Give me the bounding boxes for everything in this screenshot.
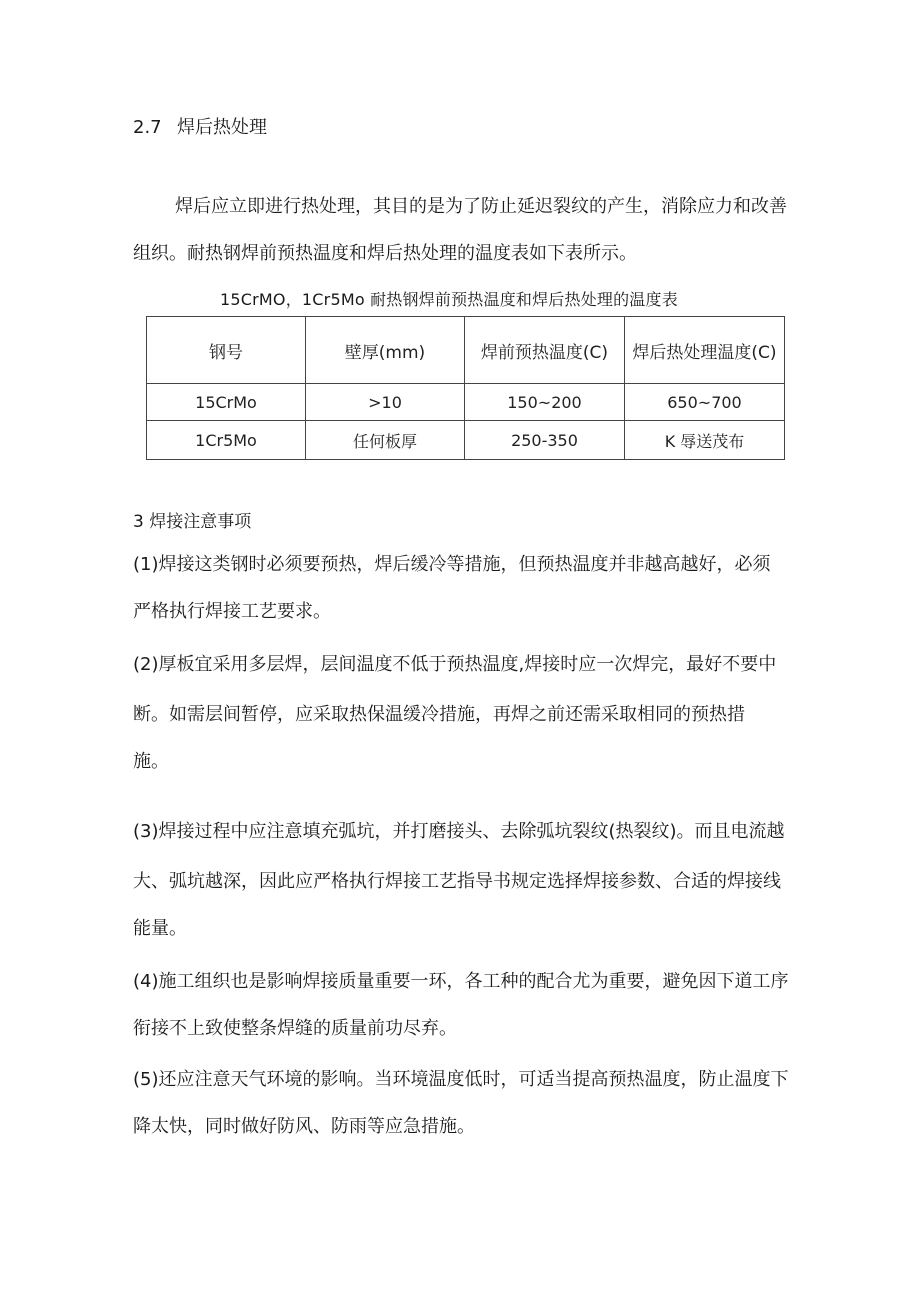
note-2-line-3: 施。	[133, 751, 169, 772]
intro-line-2: 组织。耐热钢焊前预热温度和焊后热处理的温度表如下表所示。	[133, 243, 637, 264]
section-number: 2.7	[133, 117, 162, 138]
note-5-line-1: (5)还应注意天气环境的影响。当环境温度低时，可适当提高预热温度，防止温度下	[133, 1069, 789, 1090]
header-wall-thickness: 壁厚(mm)	[306, 317, 465, 384]
note-3-line-2: 大、弧坑越深，因此应严格执行焊接工艺指导书规定选择焊接参数、合适的焊接线	[133, 871, 781, 892]
table-cell: K 辱送茂布	[625, 421, 785, 460]
note-2-line-1: (2)厚板宜采用多层焊，层间温度不低于预热温度,焊接时应一次焊完，最好不要中	[133, 654, 777, 675]
note-3-line-1: (3)焊接过程中应注意填充弧坑，并打磨接头、去除弧坑裂纹(热裂纹)。而且电流越	[133, 821, 785, 842]
section-heading	[133, 113, 267, 139]
header-pwht-temp: 焊后热处理温度(C)	[625, 317, 785, 384]
table-cell: >10	[306, 384, 465, 421]
note-3-line-3: 能量。	[133, 918, 187, 939]
note-4-line-2: 衔接不上致使整条焊缝的质量前功尽弃。	[133, 1018, 457, 1039]
table-cell: 650~700	[625, 384, 785, 421]
note-1-line-1: (1)焊接这类钢时必须要预热，焊后缓冷等措施，但预热温度并非越高越好，必须	[133, 554, 771, 575]
section-title: 焊后热处理	[177, 117, 267, 138]
intro-line-1: 焊后应立即进行热处理，其目的是为了防止延迟裂纹的产生，消除应力和改善	[175, 196, 787, 217]
note-1-line-2: 严格执行焊接工艺要求。	[133, 601, 331, 622]
table-cell: 1Cr5Mo	[147, 421, 306, 460]
table-row	[147, 384, 785, 421]
note-4-line-1: (4)施工组织也是影响焊接质量重要一环，各工种的配合尤为重要，避免因下道工序	[133, 971, 789, 992]
table-header-row	[147, 317, 785, 384]
table-row	[147, 421, 785, 460]
table-cell: 250-350	[465, 421, 625, 460]
table-cell: 任何板厚	[306, 421, 465, 460]
table-caption: 15CrMO，1Cr5Mo 耐热钢焊前预热温度和焊后热处理的温度表	[220, 290, 678, 309]
note-2-line-2: 断。如需层间暂停，应采取热保温缓冷措施，再焊之前还需采取相同的预热措	[133, 704, 745, 725]
header-preheat-temp: 焊前预热温度(C)	[465, 317, 625, 384]
temperature-table	[146, 316, 785, 460]
header-steel-grade: 钢号	[147, 317, 306, 384]
table-cell: 15CrMo	[147, 384, 306, 421]
note-5-line-2: 降太快，同时做好防风、防雨等应急措施。	[133, 1116, 475, 1137]
notes-title: 3 焊接注意事项	[133, 512, 252, 532]
table-cell: 150~200	[465, 384, 625, 421]
